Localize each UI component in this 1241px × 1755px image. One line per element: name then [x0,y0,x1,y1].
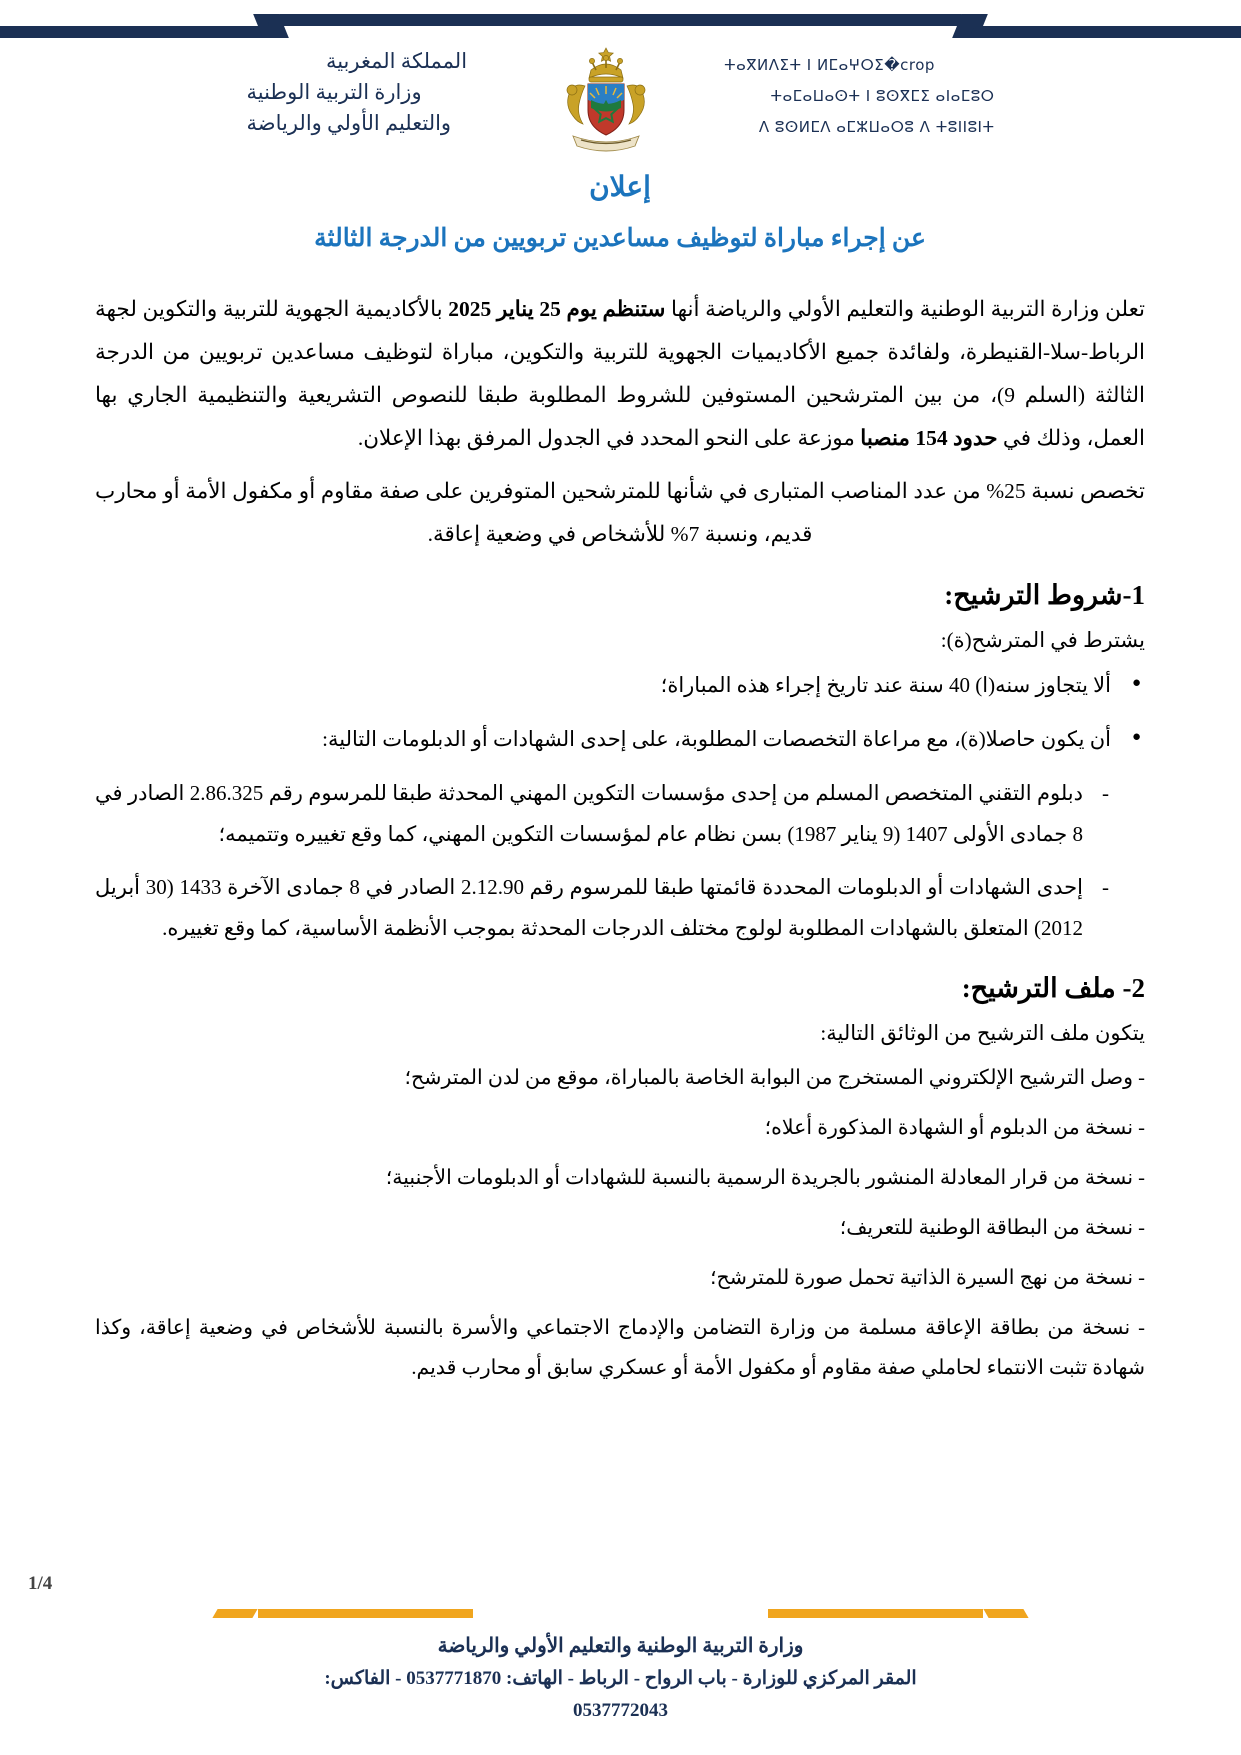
list-item: - دبلوم التقني المتخصص المسلم من إحدى مؤسسات التكوين المهني المحدثة طبقا للمرسوم رقم 2.86.325 الصادر في 8 جمادى الأولى 1407 (9 يناير 1987) بسن نظام عام لمؤسسات التكوين المهني، كما وقع تغييره وتتميمه؛ [95,773,1115,855]
header-bar-right [971,26,1241,38]
list-item: - نسخة من البطاقة الوطنية للتعريف؛ [839,1217,1145,1239]
list-item: - نسخة من قرار المعادلة المنشور بالجريدة الرسمية بالنسبة للشهادات أو الدبلومات الأجنبية؛ [385,1167,1145,1189]
section-2-document-list [95,1058,1145,1388]
intro-p1-part1: تعلن وزارة التربية الوطنية والتعليم الأولي والرياضة أنها [665,297,1145,321]
list-item: ● ألا يتجاوز سنه(ا) 40 سنة عند تاريخ إجراء هذه المباراة؛ [95,665,1145,705]
page-number: 1/4 [28,1573,53,1594]
footer-rule-right [768,1609,983,1618]
footer-rule-left-tip [212,1609,257,1618]
list-item: ● أن يكون حاصلا(ة)، مع مراعاة التخصصات المطلوبة، على إحدى الشهادات أو الدبلومات التالية: [95,719,1145,759]
section-2-heading: 2- ملف الترشيح: [961,973,1145,1003]
intro-paragraph-2: تخصص نسبة 25% من عدد المناصب المتبارى في شأنها للمترشحين المتوفرين على صفة مقاوم أو مكفول الأمة أو محارب قديم، ونسبة 7% للأشخاص في وضعية إعاقة. [95,479,1145,546]
masthead [0,40,1241,158]
ministry-line1-tifinagh: ⵜⴰⵎⴰⵡⴰⵙⵜ ⵏ ⵓⵙⴳⵎⵉ ⴰⵏⴰⵎⵓⵔ [770,87,995,105]
ministry-name-tifinagh [665,40,995,143]
list-item: - نسخة من نهج السيرة الذاتية تحمل صورة للمترشح؛ [709,1267,1145,1289]
kingdom-line-arabic: المملكة المغربية [325,49,468,73]
ministry-line1-arabic: وزارة التربية الوطنية [246,80,422,104]
section-1-heading: 1-شروط الترشيح: [944,580,1145,610]
ministry-line2-arabic: والتعليم الأولي والرياضة [246,111,452,135]
section-2-lead: يتكون ملف الترشيح من الوثائق التالية: [820,1021,1145,1045]
header-bar-left [0,26,270,38]
section-1-lead: يشترط في المترشح(ة): [940,628,1145,652]
footer-divider [0,1605,1241,1621]
ministry-name-arabic [247,40,547,139]
intro-p1-part2: بالأكاديمية الجهوية للتربية والتكوين لجهة الرباط-سلا-القنيطرة، ولفائدة جميع الأكاديميات الجهوية للتربية والتكوين، مباراة لتوظيف مساعدين تربويين من الدرجة الثالثة (السلم 9)، من بين المترشحين المستوفين للشروط المطلوبة طبقا للنصوص التشريعية والتنظيمية الجاري بها العمل، وذلك في [95,297,1145,450]
section-1-diploma-list [95,773,1145,949]
document-body [95,160,1145,1398]
footer-rule-left [258,1609,473,1618]
page-title: إعلان [589,172,651,203]
section-1-bullet-list [95,665,1145,759]
list-item: - نسخة من بطاقة الإعاقة مسلمة من وزارة التضامن والإدماج الاجتماعي والأسرة بالنسبة للأشخاص في وضعية إعاقة، وكذا شهادة تثبت الانتماء لحاملي صفة مقاوم أو مكفول الأمة أو عسكري سابق أو محارب قديم. [95,1317,1145,1379]
moroccan-coat-of-arms-icon [547,40,665,158]
list-item: - إحدى الشهادات أو الدبلومات المحددة قائمتها طبقا للمرسوم رقم 2.12.90 الصادر في 8 جمادى الآخرة 1433 (30 أبريل 2012) المتعلق بالشهادات المطلوبة لولوج مختلف الدرجات المحدثة بموجب الأنظمة الأساسية، كما وقع تغييره. [95,867,1115,949]
intro-p1-part3: موزعة على النحو المحدد في الجدول المرفق بهذا الإعلان. [357,426,861,450]
intro-p1-bold-posts: حدود 154 منصبا [860,426,998,450]
intro-p1-bold-date: ستنظم يوم 25 يناير 2025 [448,297,666,321]
footer-fax: 0537772043 [573,1700,668,1721]
list-item: - وصل الترشيح الإلكتروني المستخرج من البوابة الخاصة بالمباراة، موقع من لدن المترشح؛ [404,1067,1145,1089]
ministry-line2-tifinagh: ⴷ ⵓⵙⵍⵎⴷ ⴰⵎⵣⵡⴰⵔⵓ ⴷ ⵜⵓⵏⵏⵓⵏⵜ [758,118,995,136]
page-footer [0,1605,1241,1755]
footer-rule-right-tip [983,1609,1028,1618]
footer-address: المقر المركزي للوزارة - باب الرواح - الرباط - الهاتف: 0537771870 - الفاكس: [324,1668,917,1689]
page-subtitle: عن إجراء مباراة لتوظيف مساعدين تربويين من الدرجة الثالثة [314,225,926,252]
intro-paragraph-1 [95,288,1145,460]
footer-text [0,1629,1241,1727]
list-item: - نسخة من الدبلوم أو الشهادة المذكورة أعلاه؛ [764,1117,1145,1139]
kingdom-line-tifinagh: ⵜⴰⴳⵍⴷⵉⵜ ⵏ ⵍⵎⴰⵖⵔⵉ�crop [724,56,935,74]
header-top-line [268,14,973,26]
footer-ministry-name: وزارة التربية الوطنية والتعليم الأولي والرياضة [437,1635,804,1657]
